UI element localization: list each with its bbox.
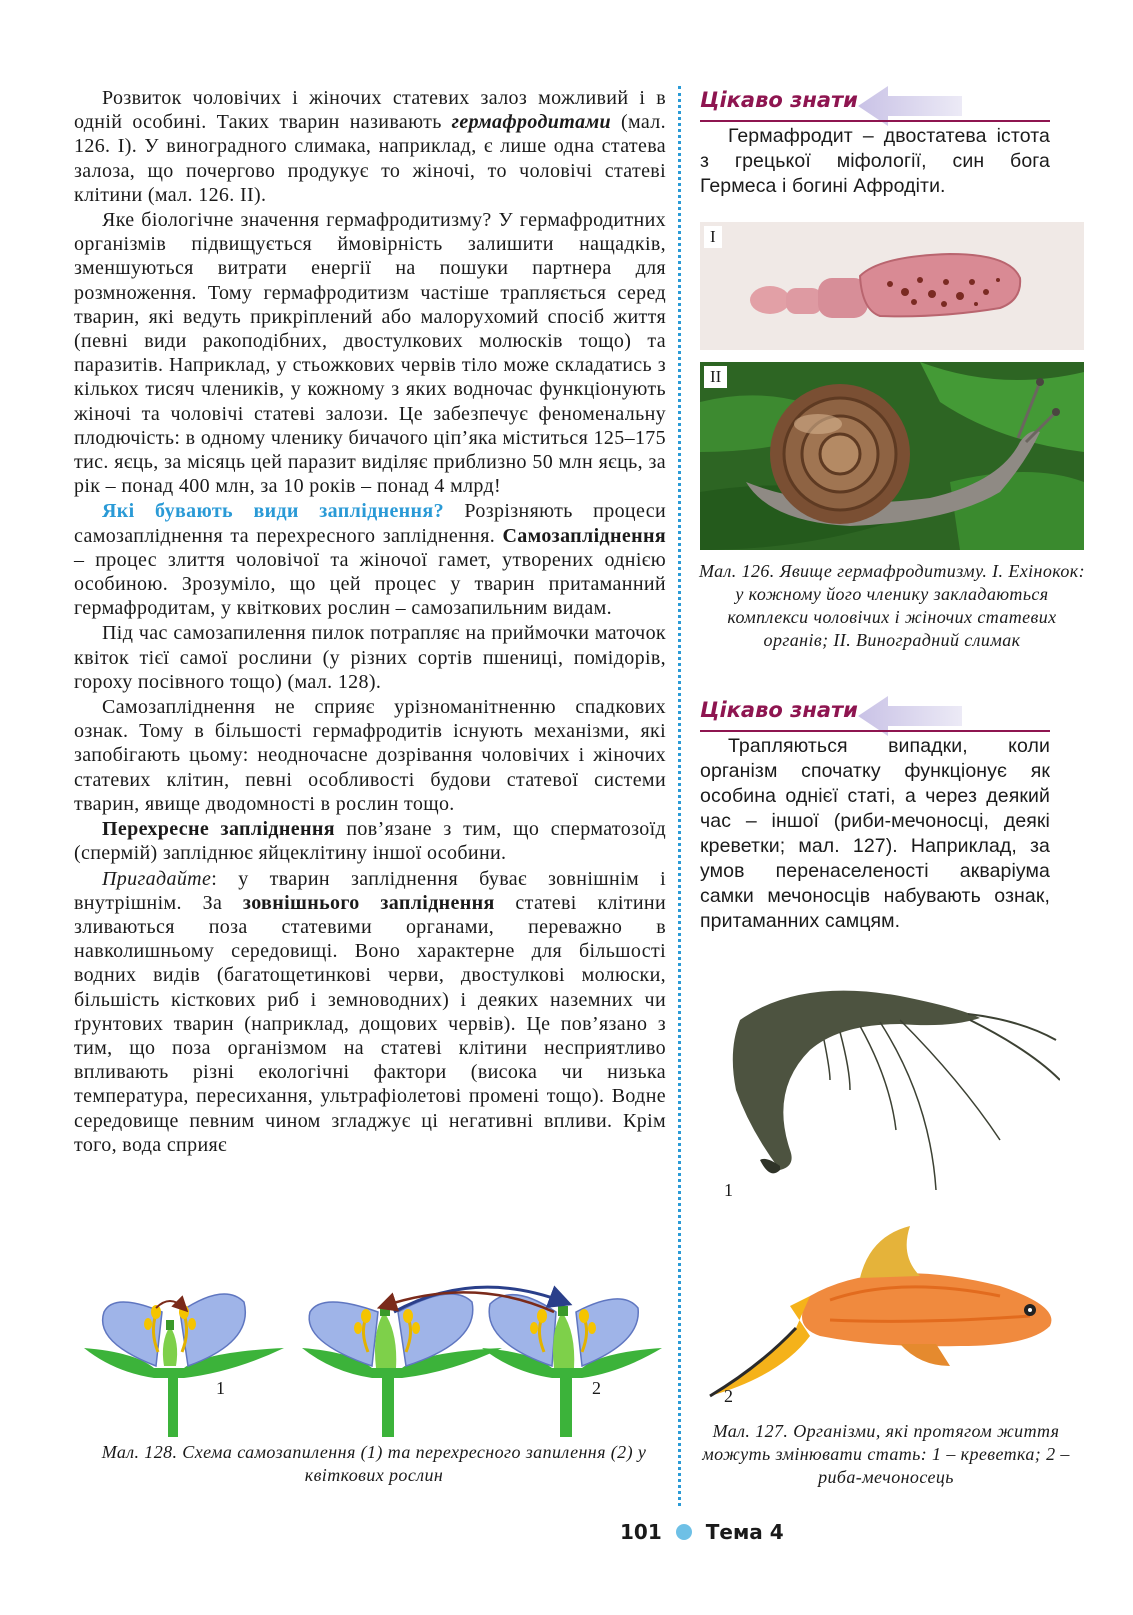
paragraph: Які бувають види запліднення? Розрізняють процеси самозапліднення та перехресного запліднення. Самозапліднення – процес злиття чоловічої та жіночої гамет, утворених однією особиною. Зрозуміло, що цей процес у тварин притаманний гермафродитам, у квіткових рослин – самозапильним видам.	[74, 500, 666, 620]
figure-label: 2	[592, 1378, 601, 1398]
swordtail-photo	[700, 1216, 1070, 1406]
paragraph: Пригадайте: у тварин запліднення буває зовнішнім і внутрішнім. За зовнішнього запліднення статеві клітини зливаються поза статевими органами, переважно в навколишньому середовищі. Воно характерне для більшості водних видів (багатощетинкові черви, двостулкові молюски, більшість кісткових риб і земноводних) і деяких наземних чи ґрунтових тварин (наприклад, дощових червів). Це пов’язано з тим, що поза організмом на статеві клітини несприятливо впливають різні екологічні фактори (висока чи низька температура, пересихання, ультрафіолетові промені тощо). Водне середовище певним чином згладжує ці негативні впливи. Крім того, вода сприяє	[74, 867, 666, 1156]
swordtail-image	[700, 1216, 1070, 1406]
heading-rule	[700, 120, 1050, 122]
echinococcus-photo	[700, 222, 1084, 350]
main-text	[74, 86, 666, 1158]
figure-caption: Мал. 127. Організми, які протягом життя можуть змінювати стать: 1 – креветка; 2 – риба-мечоносець	[702, 1421, 1070, 1487]
paragraph: Перехресне запліднення пов’язане з тим, що сперматозоїд (спермій) запліднює яйцеклітину іншої особини.	[74, 818, 666, 865]
page-number: 101	[620, 1520, 662, 1544]
heading-rule	[700, 730, 1050, 732]
snail-photo	[700, 362, 1084, 550]
sidebar-title: Цікаво знати	[700, 88, 858, 112]
term-self-fertilization: Самозапліднення	[502, 524, 666, 547]
column-divider	[678, 86, 681, 1506]
term-external-fertilization: зовнішнього запліднення	[242, 891, 495, 914]
figure-caption: Мал. 128. Схема самозапилення (1) та перехресного запилення (2) у квіткових рослин	[101, 1442, 647, 1485]
sidebar-title: Цікаво знати	[700, 698, 858, 722]
echinococcus-image	[700, 222, 1084, 350]
figure-label: 1	[216, 1378, 225, 1398]
page-footer	[620, 1520, 784, 1544]
paragraph: Під час самозапилення пилок потрапляє на приймочки маточок квіток тієї самої рослини (у різних сортів пшениці, помідорів, гороху посівного тощо) (мал. 128).	[74, 622, 666, 693]
figure-label: 2	[724, 1386, 733, 1406]
figure-label: 1	[724, 1180, 733, 1200]
figure-caption: Мал. 126. Явище гермафродитизму. I. Ехінокок: у кожному його членику закладаються комплекси чоловічих і жіночих статевих органів; II. Виноградний слимак	[699, 561, 1085, 650]
sidebar-text: Трапляються випадки, коли організм спочатку функціонує як особина однієї статі, а через деякий час – іншої (риби-мечоносці, деякі креветки; мал. 127). Наприклад, за умов перенаселеності акваріума самки мечоносців набувають ознак, притаманних самцям.	[700, 735, 1050, 932]
shrimp-image	[700, 980, 1060, 1210]
did-you-know-heading	[700, 86, 1050, 126]
flower-1	[84, 1294, 284, 1437]
snail-image	[700, 362, 1084, 550]
pollination-figure	[84, 1282, 664, 1437]
paragraph: Яке біологічне значення гермафродитизму? У гермафродитних організмів підвищується ймовірність залишити нащадків, зменшуються витрати енергії на пошуки партнера для розмноження. Тому гермафродитизм частіше трапляється серед тварин, які ведуть прикріплений або малорухомий спосіб життя (певні види ракоподібних, двостулкових молюсків тощо) та паразитів. Наприклад, у стьожкових червів тіло може складатись з кількох тисяч члеників, у кожному з яких водночас функціонують жіночі та чоловічі статеві залози. Це забезпечує феноменальну плодючість: в одному членику бичачого ціп’яка міститься 125–175 тис. яєць, за місяць цей паразит виділяє приблизно 50 млн яєць, за рік – понад 400 млн, за 10 років – понад 4 млрд!	[74, 209, 666, 498]
recall-lead: Пригадайте	[102, 867, 212, 890]
did-you-know-heading	[700, 696, 1050, 736]
flower-3	[482, 1295, 662, 1437]
paragraph: Розвиток чоловічих і жіночих статевих залоз можливий і в одній особині. Таких тварин називають гермафродитами (мал. 126. I). У виноградного слимака, наприклад, є лише одна статева залоза, що почергово продукує то жіночі, то чоловічі статеві клітини (мал. 126. II).	[74, 87, 666, 206]
flower-2	[302, 1294, 502, 1437]
topic-label: Тема 4	[705, 1520, 784, 1544]
photo-label: II	[704, 366, 727, 388]
pollination-diagram	[84, 1282, 664, 1437]
photo-label: I	[704, 226, 722, 248]
shrimp-photo	[700, 980, 1060, 1210]
term-hermaphrodites: гермафродитами	[451, 111, 612, 134]
sidebar-text: Гермафродит – двостатева істота з грецької міфології, син бога Гермеса і богині Афродіти.	[700, 125, 1050, 197]
paragraph: Самозапліднення не сприяє урізноманітненню спадкових ознак. Тому в більшості гермафродитів існують механізми, які запобігають цьому: неодночасне дозрівання чоловічих і жіночих статевих клітин, певні особливості будови статевої системи тварин, явище дводомності в рослин тощо.	[74, 696, 666, 815]
bullet-icon	[676, 1524, 692, 1540]
section-question: Які бувають види запліднення?	[102, 500, 444, 523]
term-cross-fertilization: Перехресне запліднення	[102, 818, 335, 841]
